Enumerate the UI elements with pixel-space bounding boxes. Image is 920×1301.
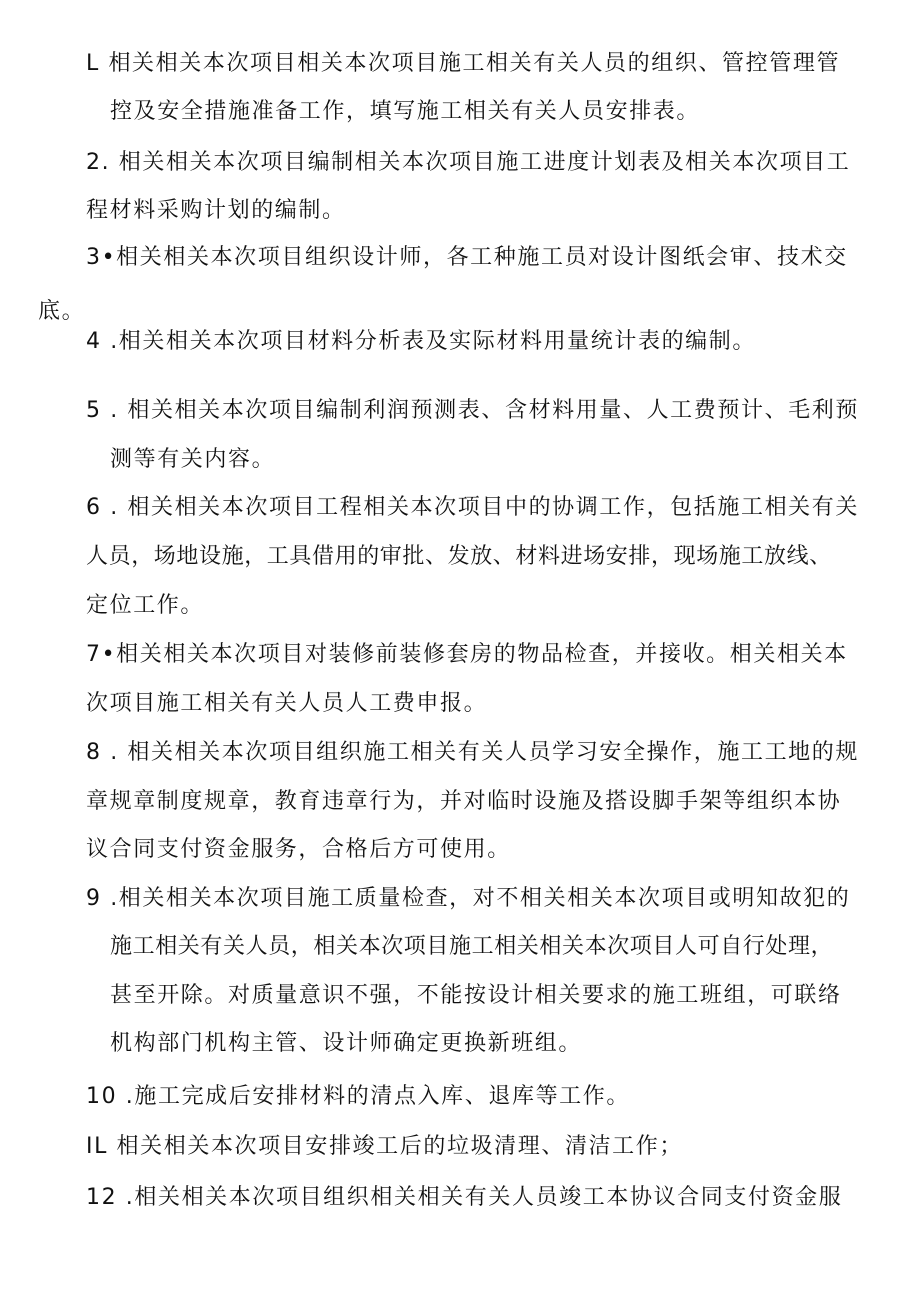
item-7-line-2: 次项目施工相关有关人员人工费申报。: [86, 691, 488, 716]
item-9-line-1: 9 .相关相关本次项目施工质量检查，对不相关相关本次项目或明知故犯的: [86, 886, 851, 911]
item-10-line-1: 10 .施工完成后安排材料的清点入库、退库等工作。: [86, 1084, 630, 1109]
item-1-line-2: 控及安全措施准备工作，填写施工相关有关人员安排表。: [110, 99, 701, 124]
item-5-line-2: 测等有关内容。: [110, 447, 276, 472]
item-7-line-1: 7•相关相关本次项目对装修前装修套房的物品检查，并接收。相关相关本: [86, 642, 848, 667]
item-9-line-2: 施工相关有关人员，相关本次项目施工相关相关本次项目人可自行处理，: [110, 934, 834, 959]
item-6-line-2: 人员，场地设施，工具借用的审批、发放、材料进场安排，现场施工放线、: [86, 544, 832, 569]
item-3-line-1: 3•相关相关本次项目组织设计师，各工种施工员对设计图纸会审、技术交: [86, 245, 848, 270]
item-2-line-1: 2. 相关相关本次项目编制相关本次项目施工进度计划表及相关本次项目工: [86, 150, 851, 175]
item-11-line-1: IL 相关相关本次项目安排竣工后的垃圾清理、清洁工作；: [86, 1134, 683, 1159]
item-12-line-1: 12 .相关相关本次项目组织相关相关有关人员竣工本协议合同支付资金服: [86, 1185, 843, 1210]
item-4-line-1: 4 .相关相关本次项目材料分析表及实际材料用量统计表的编制。: [86, 329, 756, 354]
item-2-line-2: 程材料采购计划的编制。: [86, 198, 346, 223]
item-8-line-3: 议合同支付资金服务，合格后方可使用。: [86, 837, 511, 862]
item-3-line-2: 底。: [38, 299, 86, 324]
item-8-line-1: 8 . 相关相关本次项目组织施工相关有关人员学习安全操作，施工工地的规: [86, 740, 859, 765]
item-6-line-1: 6 . 相关相关本次项目工程相关本次项目中的协调工作，包括施工相关有关: [86, 495, 859, 520]
item-1-line-1: L 相关相关本次项目相关本次项目施工相关有关人员的组织、管控管理管: [86, 51, 841, 76]
item-6-line-3: 定位工作。: [86, 593, 205, 618]
item-5-line-1: 5 . 相关相关本次项目编制利润预测表、含材料用量、人工费预计、毛利预: [86, 398, 859, 423]
item-9-line-3: 甚至开除。对质量意识不强，不能按设计相关要求的施工班组，可联络: [110, 983, 842, 1008]
item-9-line-4: 机构部门机构主管、设计师确定更换新班组。: [110, 1031, 583, 1056]
item-8-line-2: 章规章制度规章，教育违章行为，并对临时设施及搭设脚手架等组织本协: [86, 789, 842, 814]
